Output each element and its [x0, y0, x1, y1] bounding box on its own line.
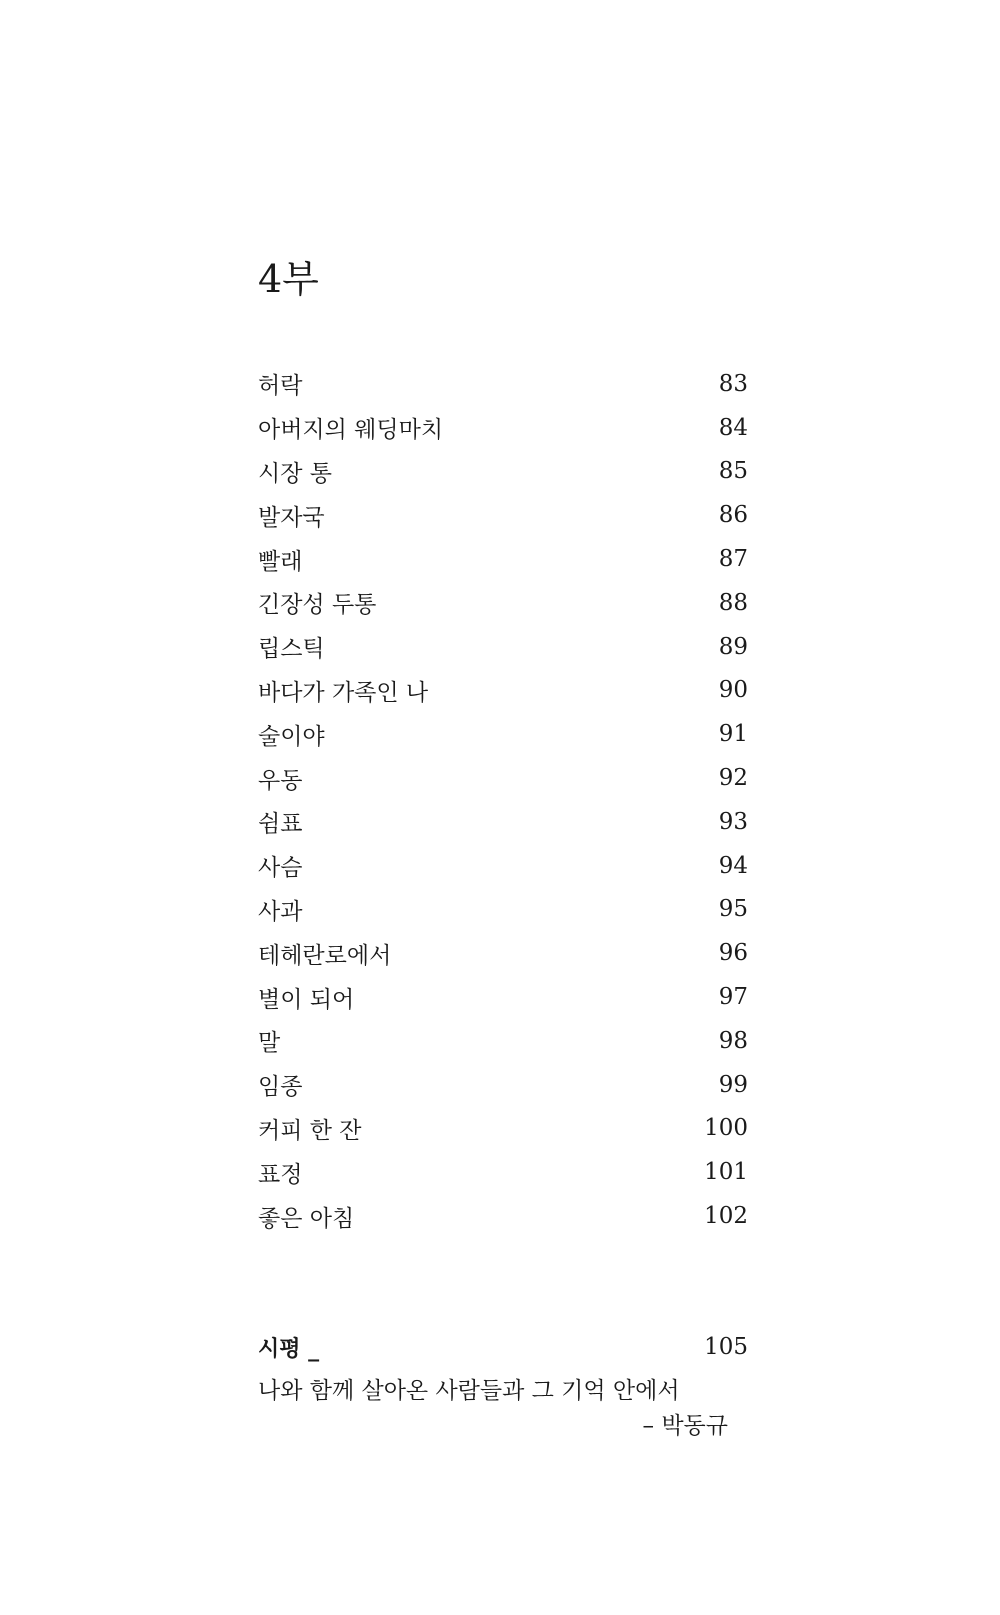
- toc-item-title: 긴장성 두통: [258, 592, 377, 619]
- section-title: 4부: [258, 257, 319, 301]
- toc-item: [258, 581, 748, 625]
- toc-item-title: 임종: [258, 1074, 303, 1101]
- toc-item-title: 시장 통: [258, 460, 332, 487]
- toc-item: [258, 406, 748, 450]
- toc-item-page-number: 88: [718, 589, 748, 616]
- toc-item-page-number: 102: [704, 1203, 748, 1230]
- review-section: [258, 1325, 748, 1443]
- toc-item-title: 별이 되어: [258, 986, 355, 1013]
- toc-item-page-number: 89: [718, 633, 748, 660]
- toc-item-page-number: 93: [718, 808, 748, 835]
- toc-item-title: 표정: [258, 1161, 303, 1188]
- toc-item: [258, 712, 748, 756]
- review-entry: [258, 1325, 748, 1369]
- toc-item: [258, 362, 748, 406]
- toc-item-title: 테헤란로에서: [258, 942, 392, 969]
- toc-item-title: 말: [258, 1030, 281, 1057]
- toc-item: [258, 975, 748, 1019]
- toc-item-title: 립스틱: [258, 636, 325, 663]
- toc-item: [258, 756, 748, 800]
- toc-item-page-number: 92: [718, 765, 748, 792]
- toc-item: [258, 493, 748, 537]
- review-author: – 박동규: [642, 1413, 728, 1439]
- toc-item-page-number: 91: [718, 721, 748, 748]
- toc-item: [258, 931, 748, 975]
- toc-item-page-number: 90: [718, 677, 748, 704]
- toc-item-page-number: 99: [718, 1071, 748, 1098]
- toc-item-title: 커피 한 잔: [258, 1117, 362, 1144]
- toc-item-page-number: 96: [718, 940, 748, 967]
- toc-item: [258, 537, 748, 581]
- toc-item-page-number: 83: [718, 370, 748, 397]
- toc-item: [258, 1063, 748, 1107]
- toc-item-title: 빨래: [258, 548, 303, 575]
- toc-item-page-number: 87: [718, 546, 748, 573]
- toc-item: [258, 844, 748, 888]
- toc-item: [258, 450, 748, 494]
- toc-list: [258, 362, 748, 1238]
- toc-item-page-number: 84: [718, 414, 748, 441]
- review-label: 시평 _: [258, 1336, 320, 1362]
- toc-item: [258, 1107, 748, 1151]
- toc-item-title: 아버지의 웨딩마치: [258, 417, 444, 444]
- toc-item-page-number: 101: [704, 1159, 748, 1186]
- toc-item-title: 우동: [258, 767, 303, 794]
- toc-item-page-number: 85: [718, 458, 748, 485]
- review-subtitle: 나와 함께 살아온 사람들과 그 기억 안에서: [258, 1378, 680, 1404]
- toc-item: [258, 800, 748, 844]
- toc-item-page-number: 86: [718, 502, 748, 529]
- toc-item-page-number: 97: [718, 984, 748, 1011]
- toc-item-page-number: 100: [704, 1115, 748, 1142]
- toc-item-title: 허락: [258, 373, 303, 400]
- toc-item: [258, 888, 748, 932]
- toc-item-title: 쉼표: [258, 811, 303, 838]
- toc-item-title: 술이야: [258, 723, 325, 750]
- toc-item-title: 사슴: [258, 855, 303, 882]
- toc-item: [258, 669, 748, 713]
- toc-item-title: 발자국: [258, 504, 325, 531]
- toc-item: [258, 1019, 748, 1063]
- toc-item: [258, 625, 748, 669]
- review-page-number: 105: [704, 1334, 748, 1360]
- toc-item: [258, 1194, 748, 1238]
- toc-item: [258, 1150, 748, 1194]
- toc-item-title: 사과: [258, 898, 303, 925]
- toc-item-page-number: 94: [718, 852, 748, 879]
- toc-item-title: 좋은 아침: [258, 1205, 355, 1232]
- toc-item-page-number: 95: [718, 896, 748, 923]
- toc-item-title: 바다가 가족인 나: [258, 679, 429, 706]
- toc-item-page-number: 98: [718, 1027, 748, 1054]
